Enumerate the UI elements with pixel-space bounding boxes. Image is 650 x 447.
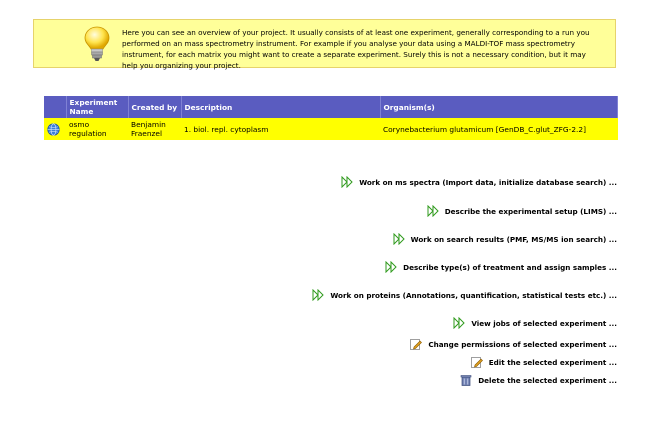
action-describe-setup[interactable]: [427, 205, 617, 217]
action-label: Work on proteins (Annotations, quantification, statistical tests etc.) ...: [330, 290, 617, 300]
info-box: [33, 19, 616, 68]
header-organism[interactable]: Organism(s): [380, 96, 618, 118]
action-label: View jobs of selected experiment ...: [471, 318, 617, 328]
action-label: Work on ms spectra (Import data, initialize database search) ...: [359, 177, 617, 187]
info-text: Here you can see an overview of your project. It usually consists of at least one experiment, generally corresponding to a run you performed on an mass spectrometry instrument. For example if you analyse your data using a MALDI-TOF mass spectrometry instrument, for each matrix you might want to create a separate experiment. Surely this is not a necessary condition, but it may help you organizing your project.: [122, 28, 590, 70]
double-arrow-icon: [393, 233, 405, 245]
action-label: Change permissions of selected experiment ...: [428, 339, 617, 349]
pencil-icon: [410, 338, 422, 350]
table-header-row: [44, 96, 618, 118]
action-describe-treatment[interactable]: [385, 261, 617, 273]
action-label: Work on search results (PMF, MS/MS ion search) ...: [410, 234, 617, 244]
pencil-icon: [471, 356, 483, 368]
action-work-on-proteins[interactable]: [312, 289, 617, 301]
double-arrow-icon: [427, 205, 439, 217]
action-label: Delete the selected experiment ...: [478, 375, 617, 385]
double-arrow-icon: [341, 176, 353, 188]
lightbulb-icon: [84, 26, 110, 62]
table-row[interactable]: [44, 118, 618, 140]
double-arrow-icon: [453, 317, 465, 329]
action-work-on-search-results[interactable]: [393, 233, 617, 245]
cell-created-by: Benjamin Fraenzel: [128, 118, 181, 140]
double-arrow-icon: [385, 261, 397, 273]
action-view-jobs[interactable]: [453, 317, 617, 329]
row-icon-cell: [44, 118, 66, 140]
cell-experiment-name: osmo regulation: [66, 118, 128, 140]
double-arrow-icon: [312, 289, 324, 301]
globe-icon: [47, 123, 60, 136]
action-label: Describe the experimental setup (LIMS) ...: [444, 206, 617, 216]
action-work-on-ms-spectra[interactable]: [341, 176, 617, 188]
trash-icon: [460, 374, 472, 386]
header-created-by[interactable]: Created by: [128, 96, 181, 118]
action-edit-experiment[interactable]: [471, 356, 617, 368]
header-description[interactable]: Description: [181, 96, 380, 118]
action-label: Edit the selected experiment ...: [488, 357, 617, 367]
cell-description: 1. biol. repl. cytoplasm: [181, 118, 380, 140]
cell-organism: Corynebacterium glutamicum [GenDB_C.glut_ZFG-2.2]: [380, 118, 618, 140]
action-change-permissions[interactable]: [410, 338, 617, 350]
action-delete-experiment[interactable]: [460, 374, 617, 386]
header-icon-cell: [44, 96, 66, 118]
header-experiment-name[interactable]: Experiment Name: [66, 96, 128, 118]
action-label: Describe type(s) of treatment and assign samples ...: [403, 262, 617, 272]
experiments-table: [44, 96, 618, 140]
